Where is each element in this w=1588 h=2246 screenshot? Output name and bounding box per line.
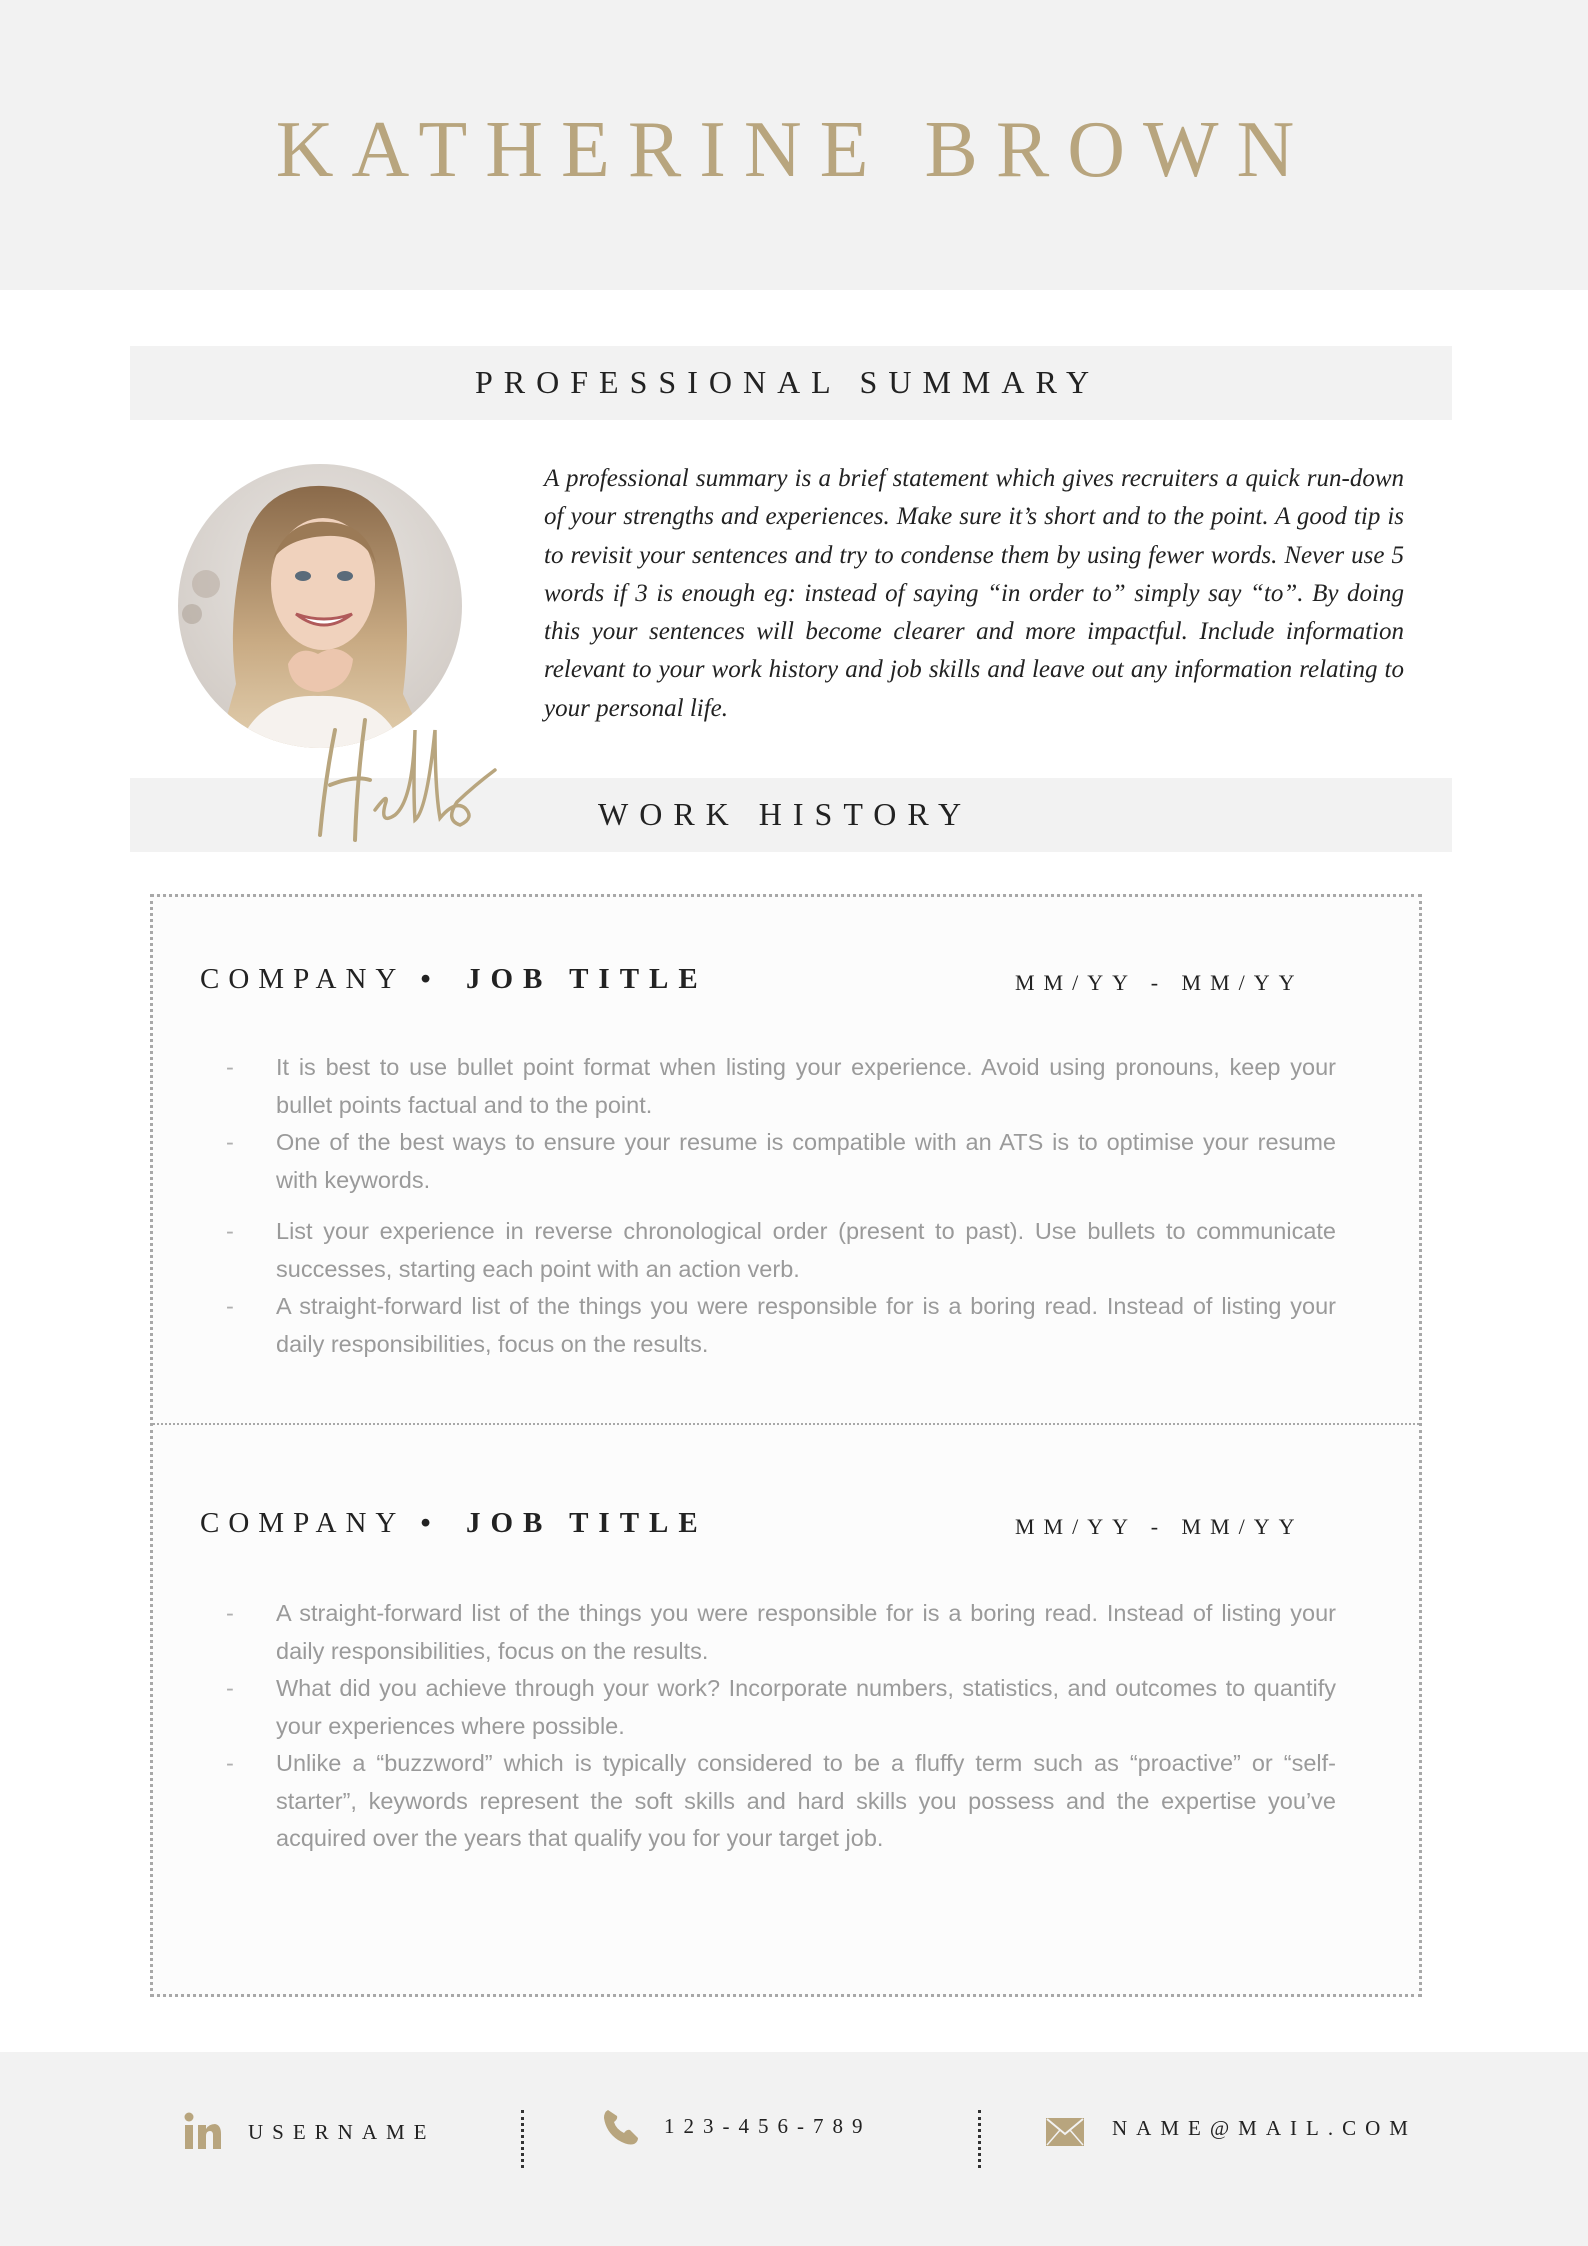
job-heading: [200, 963, 708, 996]
hello-signature: [295, 690, 505, 850]
summary-title: PROFESSIONAL SUMMARY: [475, 364, 1101, 400]
summary-text: A professional summary is a brief statement which gives recruiters a quick run-down of your strengths and experiences. Make sure it’s short and to the point. A good tip is to revisit your sentences and try to condense them by using fewer words. Never use 5 words if 3 is enough eg: instead of saying “in order to” simply say “to”. By doing this your sentences will become clearer and more impactful. Include information relevant to your work history and job skills and leave out any information relating to your personal life.: [544, 465, 1404, 722]
company-name: COMPANY: [200, 1507, 405, 1539]
job-title: JOB TITLE: [465, 1507, 708, 1539]
list-item: - It is best to use bullet point format when listing your experience. Avoid using pronouns, keep your bullet points factual and to the point.: [226, 1049, 1336, 1124]
work-title: WORK HISTORY: [598, 796, 973, 832]
hello-text: Hello: [295, 690, 298, 691]
phone-icon: [602, 2108, 640, 2146]
list-item: - A straight-forward list of the things you were responsible for is a boring read. Instead of listing your daily responsibilities, focus on the results.: [226, 1288, 1336, 1363]
job-bullets: [226, 1049, 1336, 1363]
linkedin-username[interactable]: USERNAME: [248, 2120, 436, 2144]
job-entry-2: [150, 1423, 1422, 1997]
list-item: - What did you achieve through your work? Incorporate numbers, statistics, and outcomes to quantify your experiences where possible.: [226, 1670, 1336, 1745]
footer-divider: [521, 2110, 524, 2168]
list-item: - One of the best ways to ensure your resume is compatible with an ATS is to optimise your resume with keywords.: [226, 1124, 1336, 1199]
linkedin-icon: [184, 2112, 222, 2150]
contact-footer: [0, 2052, 1588, 2246]
job-dates: MM/YY - MM/YY: [1015, 1514, 1304, 1539]
email-address[interactable]: NAME@MAIL.COM: [1112, 2116, 1417, 2140]
candidate-name: KATHERINE BROWN: [275, 106, 1313, 194]
list-item: - A straight-forward list of the things you were responsible for is a boring read. Instead of listing your daily responsibilities, focus on the results.: [226, 1595, 1336, 1670]
list-item: - List your experience in reverse chronological order (present to past). Use bullets to communicate successes, starting each point with an action verb.: [226, 1213, 1336, 1288]
job-dates: MM/YY - MM/YY: [1015, 970, 1304, 995]
job-heading: [200, 1507, 708, 1540]
heading-separator: •: [420, 1507, 440, 1539]
company-name: COMPANY: [200, 963, 405, 995]
heading-separator: •: [420, 963, 440, 995]
phone-number[interactable]: 123-456-789: [664, 2114, 872, 2138]
list-item: - Unlike a “buzzword” which is typically considered to be a fluffy term such as “proactive” or “self-starter”, keywords represent the soft skills and hard skills you possess and the expertise you’ve acquired over the years that qualify you for your target job.: [226, 1745, 1336, 1858]
mail-icon: [1046, 2118, 1084, 2146]
footer-divider: [978, 2110, 981, 2168]
job-title: JOB TITLE: [465, 963, 708, 995]
job-bullets: [226, 1595, 1336, 1858]
header-band: [0, 0, 1588, 290]
job-entry-1: [150, 894, 1422, 1426]
